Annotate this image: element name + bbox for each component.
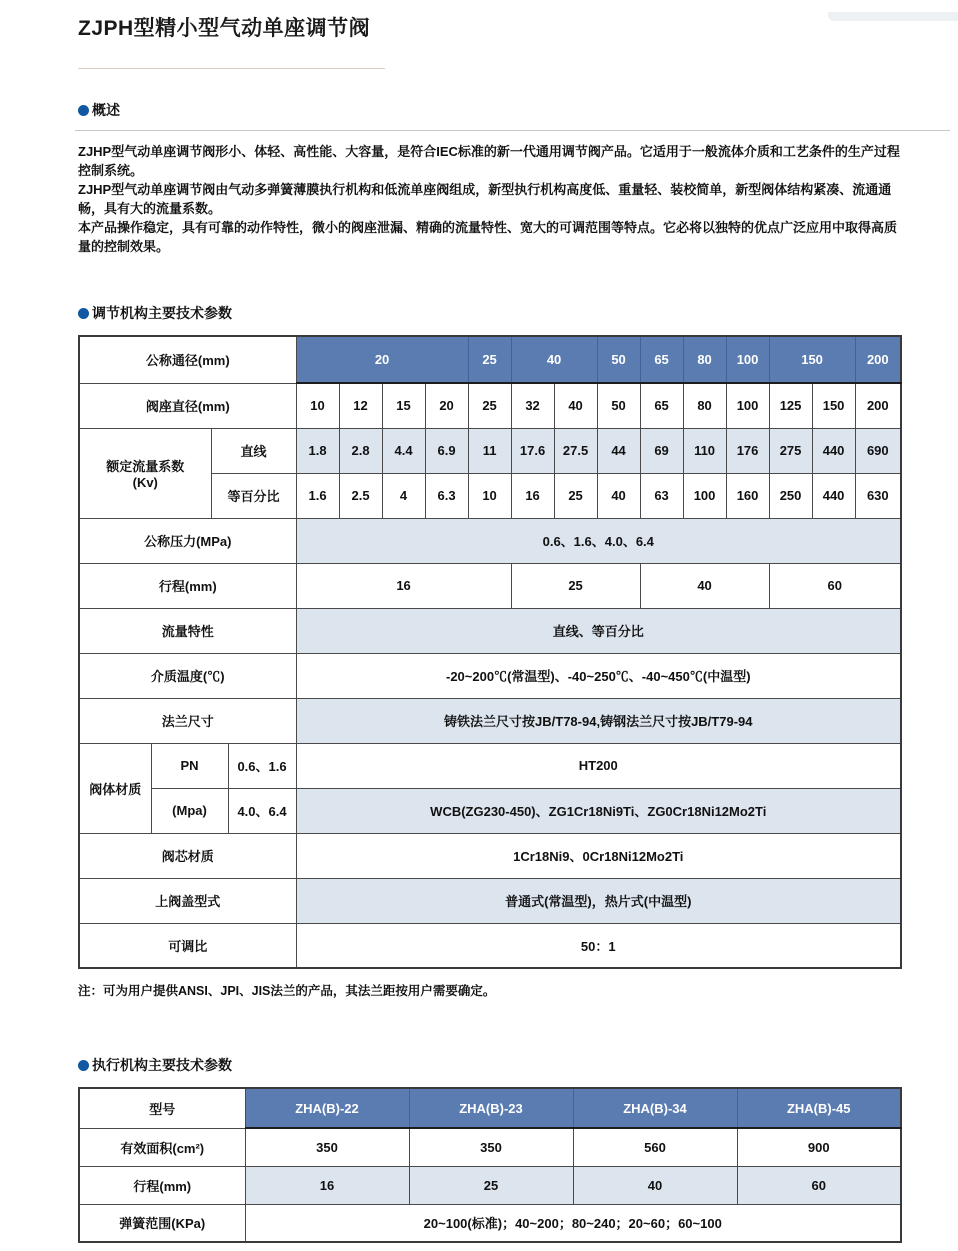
table-cell: 440 xyxy=(812,473,855,518)
table-cell: 40 xyxy=(511,336,597,383)
table-cell: 6.9 xyxy=(425,428,468,473)
table-row-nominal-diameter xyxy=(79,336,901,383)
table-row-body-material-pn xyxy=(79,743,901,788)
row-label: 法兰尺寸 xyxy=(79,698,296,743)
sub-row-label: PN xyxy=(151,743,228,788)
table-cell: 25 xyxy=(468,383,511,428)
sub-row-label: (Mpa) xyxy=(151,788,228,833)
table-cell: 1Cr18Ni9、0Cr18Ni12Mo2Ti xyxy=(296,833,901,878)
regulator-heading-label: 调节机构主要技术参数 xyxy=(92,305,232,321)
table-cell: 100 xyxy=(726,383,769,428)
row-label: 弹簧范围(KPa) xyxy=(79,1204,245,1242)
kv-label-unit: (Kv) xyxy=(132,475,158,490)
table-cell: 25 xyxy=(511,563,640,608)
table-row-actuator-travel xyxy=(79,1166,901,1204)
overview-section-heading xyxy=(78,100,902,120)
title-divider xyxy=(78,68,385,69)
table-cell: 25 xyxy=(554,473,597,518)
table-row-travel xyxy=(79,563,901,608)
table-cell: 900 xyxy=(737,1128,901,1166)
bullet-icon xyxy=(78,105,89,116)
table-cell: 80 xyxy=(683,336,726,383)
actuator-parameters-table xyxy=(78,1087,902,1243)
table-cell: 16 xyxy=(511,473,554,518)
table-cell: 250 xyxy=(769,473,812,518)
page-title: ZJPH型精小型气动单座调节阀 xyxy=(78,17,371,40)
actuator-section-heading xyxy=(78,1055,902,1075)
table-row-plug-material xyxy=(79,833,901,878)
table-cell: 150 xyxy=(769,336,855,383)
row-label: 介质温度(℃) xyxy=(79,653,296,698)
table-cell: 11 xyxy=(468,428,511,473)
table-cell: -20~200℃(常温型)、-40~250℃、-40~450℃(中温型) xyxy=(296,653,901,698)
table-cell: 63 xyxy=(640,473,683,518)
table-cell: 40 xyxy=(573,1166,737,1204)
table-cell: 350 xyxy=(245,1128,409,1166)
table-row-nominal-pressure xyxy=(79,518,901,563)
table-cell: 32 xyxy=(511,383,554,428)
row-label xyxy=(79,428,211,518)
table-cell: ZHA(B)-23 xyxy=(409,1088,573,1128)
table-cell: 16 xyxy=(245,1166,409,1204)
table-cell: 0.6、1.6、4.0、6.4 xyxy=(296,518,901,563)
table-row-flange-size xyxy=(79,698,901,743)
table-cell: 20 xyxy=(296,336,468,383)
table-row-model xyxy=(79,1088,901,1128)
table-row-spring-range xyxy=(79,1204,901,1242)
table-cell: 25 xyxy=(468,336,511,383)
table-row-rangeability xyxy=(79,923,901,968)
table-cell: 40 xyxy=(640,563,769,608)
table-cell: 铸铁法兰尺寸按JB/T78-94,铸钢法兰尺寸按JB/T79-94 xyxy=(296,698,901,743)
row-label: 阀芯材质 xyxy=(79,833,296,878)
regulator-parameters-table xyxy=(78,335,902,969)
table-row-seat-diameter xyxy=(79,383,901,428)
overview-paragraphs xyxy=(78,142,902,256)
sub-row-range: 4.0、6.4 xyxy=(228,788,296,833)
row-label: 阀座直径(mm) xyxy=(79,383,296,428)
sub-row-range: 0.6、1.6 xyxy=(228,743,296,788)
table-cell: 560 xyxy=(573,1128,737,1166)
table-footnote: 注：可为用户提供ANSI、JPI、JIS法兰的产品，其法兰距按用户需要确定。 xyxy=(78,984,496,998)
table-cell: 1.6 xyxy=(296,473,339,518)
row-label: 有效面积(cm²) xyxy=(79,1128,245,1166)
table-cell: 65 xyxy=(640,383,683,428)
row-label: 行程(mm) xyxy=(79,1166,245,1204)
table-cell: 20 xyxy=(425,383,468,428)
table-cell: 60 xyxy=(737,1166,901,1204)
table-cell: 27.5 xyxy=(554,428,597,473)
table-cell: 200 xyxy=(855,383,901,428)
table-cell: ZHA(B)-22 xyxy=(245,1088,409,1128)
overview-paragraph: ZJHP型气动单座调节阀由气动多弹簧薄膜执行机构和低流单座阀组成，新型执行机构高度低、重量轻、装校简单，新型阀体结构紧凑、流通通畅，具有大的流量系数。 xyxy=(78,182,892,216)
row-label: 阀体材质 xyxy=(79,743,151,833)
table-row-medium-temperature xyxy=(79,653,901,698)
table-cell: HT200 xyxy=(296,743,901,788)
table-cell: 60 xyxy=(769,563,901,608)
table-cell: 65 xyxy=(640,336,683,383)
table-cell: 176 xyxy=(726,428,769,473)
overview-divider xyxy=(75,130,950,131)
row-label: 上阀盖型式 xyxy=(79,878,296,923)
table-cell: ZHA(B)-34 xyxy=(573,1088,737,1128)
row-label: 流量特性 xyxy=(79,608,296,653)
bullet-icon xyxy=(78,308,89,319)
table-cell: 10 xyxy=(296,383,339,428)
table-cell: 50 xyxy=(597,383,640,428)
table-row-flow-characteristic xyxy=(79,608,901,653)
row-label: 公称压力(MPa) xyxy=(79,518,296,563)
table-cell: 2.5 xyxy=(339,473,382,518)
table-cell: 20~100(标准)；40~200；80~240；20~60；60~100 xyxy=(245,1204,901,1242)
table-cell: 16 xyxy=(296,563,511,608)
table-row-kv-linear xyxy=(79,428,901,473)
table-cell: 普通式(常温型)，热片式(中温型) xyxy=(296,878,901,923)
table-cell: 200 xyxy=(855,336,901,383)
table-cell: 80 xyxy=(683,383,726,428)
table-cell: 160 xyxy=(726,473,769,518)
table-row-effective-area xyxy=(79,1128,901,1166)
row-label: 可调比 xyxy=(79,923,296,968)
bullet-icon xyxy=(78,1060,89,1071)
table-cell: 15 xyxy=(382,383,425,428)
table-cell: 25 xyxy=(409,1166,573,1204)
table-cell: 10 xyxy=(468,473,511,518)
table-cell: 50 xyxy=(597,336,640,383)
table-cell: 50：1 xyxy=(296,923,901,968)
table-cell: 440 xyxy=(812,428,855,473)
row-label: 行程(mm) xyxy=(79,563,296,608)
table-cell: 110 xyxy=(683,428,726,473)
overview-paragraph: 本产品操作稳定，具有可靠的动作特性，微小的阀座泄漏、精确的流量特性、宽大的可调范围等特点。它必将以独特的优点广泛应用中取得高质量的控制效果。 xyxy=(78,220,898,254)
table-cell: 275 xyxy=(769,428,812,473)
table-row-bonnet-type xyxy=(79,878,901,923)
table-cell: 150 xyxy=(812,383,855,428)
table-row-body-material-mpa xyxy=(79,788,901,833)
table-cell: 17.6 xyxy=(511,428,554,473)
table-cell: 630 xyxy=(855,473,901,518)
overview-paragraph: ZJHP型气动单座调节阀形小、体轻、高性能、大容量，是符合IEC标准的新一代通用调节阀产品。它适用于一般流体介质和工艺条件的生产过程控制系统。 xyxy=(78,144,900,178)
row-label: 公称通径(mm) xyxy=(79,336,296,383)
kv-label: 额定流量系数 xyxy=(106,459,185,474)
table-cell: 44 xyxy=(597,428,640,473)
actuator-heading-label: 执行机构主要技术参数 xyxy=(92,1057,232,1073)
table-cell: 100 xyxy=(726,336,769,383)
table-cell: 12 xyxy=(339,383,382,428)
table-cell: 1.8 xyxy=(296,428,339,473)
overview-heading-label: 概述 xyxy=(92,102,120,118)
table-cell: 40 xyxy=(597,473,640,518)
table-cell: 2.8 xyxy=(339,428,382,473)
table-cell: WCB(ZG230-450)、ZG1Cr18Ni9Ti、ZG0Cr18Ni12Mo2Ti xyxy=(296,788,901,833)
sub-row-label: 直线 xyxy=(211,428,296,473)
row-label: 型号 xyxy=(79,1088,245,1128)
sub-row-label: 等百分比 xyxy=(211,473,296,518)
table-cell: 690 xyxy=(855,428,901,473)
table-cell: ZHA(B)-45 xyxy=(737,1088,901,1128)
table-cell: 125 xyxy=(769,383,812,428)
page-corner-artifact xyxy=(828,12,958,21)
regulator-section-heading xyxy=(78,303,902,323)
document-page xyxy=(0,12,958,1243)
table-cell: 4.4 xyxy=(382,428,425,473)
table-cell: 直线、等百分比 xyxy=(296,608,901,653)
table-cell: 6.3 xyxy=(425,473,468,518)
table-cell: 69 xyxy=(640,428,683,473)
table-cell: 4 xyxy=(382,473,425,518)
table-cell: 40 xyxy=(554,383,597,428)
table-cell: 100 xyxy=(683,473,726,518)
table-cell: 350 xyxy=(409,1128,573,1166)
